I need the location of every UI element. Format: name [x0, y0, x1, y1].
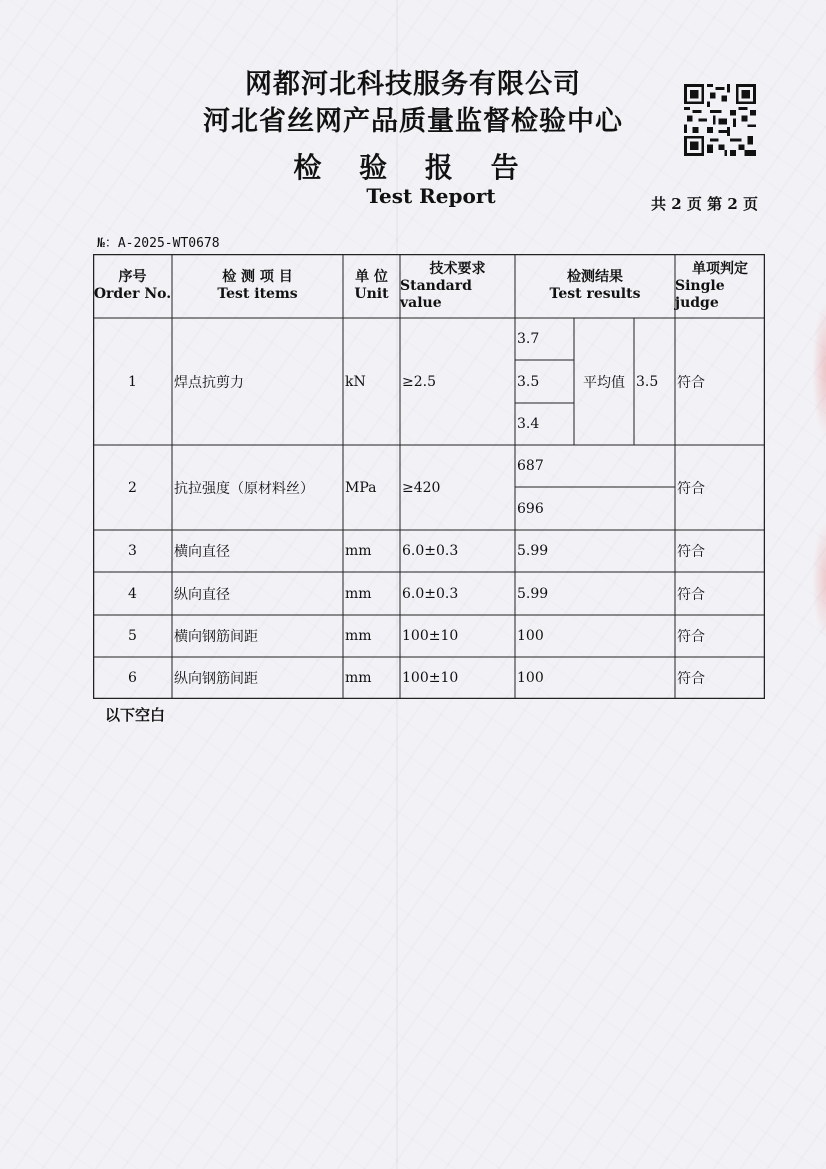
header-unit-cn: 单 位 [355, 269, 388, 285]
row1-result-3: 3.4 [517, 416, 540, 432]
row4-unit: mm [345, 585, 372, 602]
row2-judge: 符合 [677, 480, 705, 497]
header-order-en: Order No. [93, 286, 172, 302]
row1-average-label: 平均值 [583, 374, 625, 391]
row1-result-2: 3.5 [517, 373, 540, 390]
report-number: №：A-2025-WT0678 [97, 236, 220, 251]
row3-judge: 符合 [677, 544, 705, 560]
company-name: 网都河北科技服务有限公司 [245, 69, 581, 100]
row2-test-item: 抗拉强度（原材料丝） [174, 480, 314, 497]
report-title-cn: 检 验 报 告 [293, 151, 533, 184]
row6-standard: 100±10 [402, 670, 459, 686]
row5-judge: 符合 [677, 629, 705, 645]
header-std-cn: 技术要求 [429, 260, 486, 277]
header-standard-value [400, 254, 515, 318]
header-res-cn: 检测结果 [567, 269, 623, 285]
header-order-no [93, 254, 172, 318]
row4-test-item: 纵向直径 [174, 586, 230, 603]
row4-judge: 符合 [677, 586, 705, 603]
row2-standard: ≥420 [402, 479, 441, 496]
row2-unit: MPa [345, 479, 377, 496]
row1-order-no: 1 [128, 373, 137, 390]
row6-result: 100 [517, 670, 544, 686]
report-title-en: Test Report [366, 184, 496, 208]
header-single-judge [675, 254, 765, 318]
row1-average-value: 3.5 [636, 373, 659, 390]
row1-standard: ≥2.5 [402, 373, 436, 390]
test-results-table [93, 254, 765, 699]
row4-standard: 6.0±0.3 [402, 585, 459, 602]
row6-unit: mm [345, 670, 372, 686]
blank-below-note: 以下空白 [105, 706, 166, 724]
header-unit-en: Unit [354, 286, 389, 302]
seal-stamp-edge [812, 520, 826, 640]
row3-result: 5.99 [517, 543, 549, 559]
header-res-en: Test results [549, 286, 641, 302]
row3-unit: mm [345, 543, 372, 559]
row1-test-item: 焊点抗剪力 [174, 374, 244, 391]
row4-order-no: 4 [128, 585, 137, 602]
header-judge-cn: 单项判定 [692, 260, 748, 277]
page-count: 共 2 页 第 2 页 [651, 195, 758, 213]
row6-order-no: 6 [128, 670, 137, 686]
row5-test-item: 横向钢筋间距 [174, 629, 258, 645]
header-order-cn: 序号 [118, 269, 147, 285]
row2-result-1: 687 [517, 458, 544, 474]
row6-judge: 符合 [677, 671, 705, 687]
row2-order-no: 2 [128, 479, 137, 496]
header-test-results [515, 254, 675, 318]
row1-judge: 符合 [677, 374, 705, 391]
row5-unit: mm [345, 628, 372, 644]
header-judge-en: Single judge [675, 277, 725, 311]
row1-unit: kN [345, 373, 366, 390]
header-unit [343, 254, 400, 318]
row5-standard: 100±10 [402, 628, 459, 644]
qr-code-icon [684, 84, 756, 156]
row3-order-no: 3 [128, 543, 137, 559]
row3-test-item: 横向直径 [174, 544, 230, 560]
row4-result: 5.99 [517, 585, 549, 602]
row2-result-2: 696 [517, 500, 544, 517]
header-items-en: Test items [217, 286, 298, 302]
seal-stamp-edge [812, 300, 826, 440]
row3-standard: 6.0±0.3 [402, 543, 459, 559]
inspection-center-name: 河北省丝网产品质量监督检验中心 [203, 106, 623, 137]
row1-result-1: 3.7 [517, 331, 540, 347]
header-items-cn: 检 测 项 目 [222, 269, 293, 285]
row6-test-item: 纵向钢筋间距 [174, 671, 258, 687]
row5-result: 100 [517, 628, 544, 644]
header-test-items [172, 254, 343, 318]
row5-order-no: 5 [128, 628, 137, 644]
header-std-en: Standard value [400, 277, 472, 311]
